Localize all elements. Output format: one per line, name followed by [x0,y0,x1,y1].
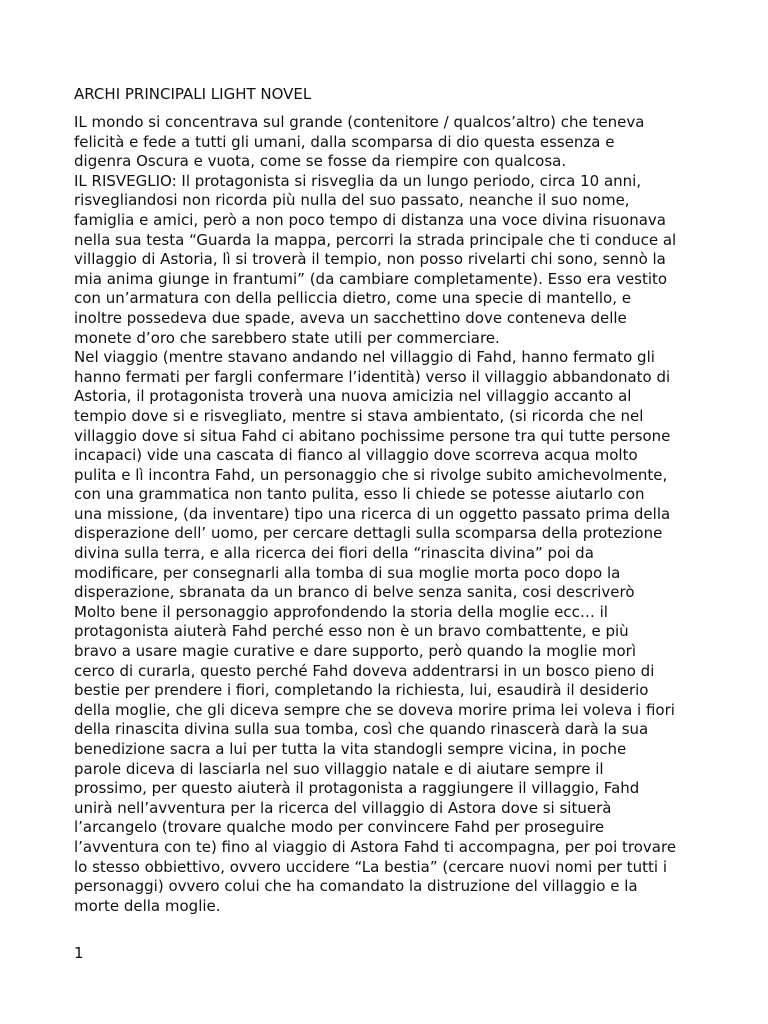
body-line: incapaci) vide una cascata di fianco al villaggio dove scorreva acqua molto [74,446,638,465]
body-line: della rinascita divina sulla sua tomba, così che quando rinascerà darà la sua [74,720,649,739]
body-line: prossimo, per questo aiuterà il protagonista a raggiungere il villaggio, Fahd [74,779,640,798]
body-line: benedizione sacra a lui per tutta la vita standogli sempre vicina, in poche [74,740,627,758]
body-line: protagonista aiuterà Fahd perché esso non è un bravo combattente, e più [74,622,629,641]
body-line: risvegliandosi non ricorda più nulla del suo passato, neanche il suo nome, [74,191,630,210]
body-line: cerco di curarla, questo perché Fahd doveva addentrarsi in un bosco pieno di [74,661,655,680]
document-heading: ARCHI PRINCIPALI LIGHT NOVEL [74,85,312,103]
body-line: l’arcangelo (trovare qualche modo per convincere Fahd per proseguire [74,818,605,837]
body-line: hanno fermati per fargli confermare l’identità) verso il villaggio abbandonato di [74,367,671,386]
body-line: tempio dove si e risvegliato, mentre si stava ambientato, (si ricorda che nel [74,406,644,425]
body-line: unirà nell’avventura per la ricerca del villaggio di Astora dove si situerà [74,798,612,817]
body-line: pulita e lì incontra Fahd, un personaggio che si rivolge subito amichevolmente, [74,465,668,484]
body-line: della moglie, che gli diceva sempre che se doveva morire prima lei voleva i fiori [74,700,675,719]
body-line: parole diceva di lasciarla nel suo villaggio natale e di aiutare sempre il [74,759,604,778]
body-line: personaggi) ovvero colui che ha comandato la distruzione del villaggio e la [74,877,638,896]
body-line: una missione, (da inventare) tipo una ricerca di un oggetto passato prima della [74,504,671,523]
body-line: bestie per prendere i fiori, completando la richiesta, lui, esaudirà il desiderio [74,681,649,700]
body-line: morte della moglie. [74,896,221,915]
body-line: villaggio di Astoria, lì si troverà il tempio, non posso rivelarti chi sono, sennò la [74,250,666,269]
document-body [74,113,734,916]
body-line: Nel viaggio (mentre stavano andando nel villaggio di Fahd, hanno fermato gli [74,348,655,367]
body-line: lo stesso obbiettivo, ovvero uccidere “La bestia” (cercare nuovi nomi per tutti i [74,857,668,876]
body-line: Astoria, il protagonista troverà una nuova amicizia nel villaggio accanto al [74,387,632,406]
body-line: bravo a usare magie curative e dare supporto, però quando la moglie morì [74,642,637,661]
body-line: felicità e fede a tutti gli umani, dalla scomparsa di dio questa essenza e [74,132,615,151]
body-line: digenra Oscura e vuota, come se fosse da riempire con qualcosa. [74,152,567,171]
body-line: disperazione dell’ uomo, per cercare dettagli sulla scomparsa della protezione [74,524,663,543]
body-line: con un’armatura con della pelliccia dietro, come una specie di mantello, e [74,289,631,308]
body-line: modificare, per consegnarli alla tomba di sua moglie morta poco dopo la [74,563,621,582]
body-line: villaggio dove si situa Fahd ci abitano pochissime persone tra qui tutte persone [74,426,671,445]
body-line: Molto bene il personaggio approfondendo la storia della moglie ecc… il [74,602,608,621]
body-line: mia anima giunge in frantumi” (da cambiare completamente). Esso era vestito [74,269,668,288]
body-line: famiglia e amici, però a non poco tempo di distanza una voce divina risuonava [74,210,666,229]
body-line: IL RISVEGLIO: Il protagonista si risveglia da un lungo periodo, circa 10 anni, [74,171,642,190]
body-line: disperazione, sbranata da un branco di belve senza sanita, cosi descriverò [74,583,635,602]
page-number: 1 [74,944,84,962]
body-line: inoltre possedeva due spade, aveva un sacchettino dove conteneva delle [74,308,627,327]
body-line: con una grammatica non tanto pulita, esso li chiede se potesse aiutarlo con [74,485,645,504]
body-line: l’avventura con te) fino al viaggio di Astora Fahd ti accompagna, per poi trovare [74,837,677,856]
body-line: monete d’oro che sarebbero state utili per commerciare. [74,328,500,347]
body-line: nella sua testa “Guarda la mappa, percorri la strada principale che ti conduce al [74,230,677,249]
body-line: IL mondo si concentrava sul grande (contenitore / qualcos’altro) che teneva [74,113,645,131]
body-line: divina sulla terra, e alla ricerca dei fiori della “rinascita divina” poi da [74,544,594,563]
